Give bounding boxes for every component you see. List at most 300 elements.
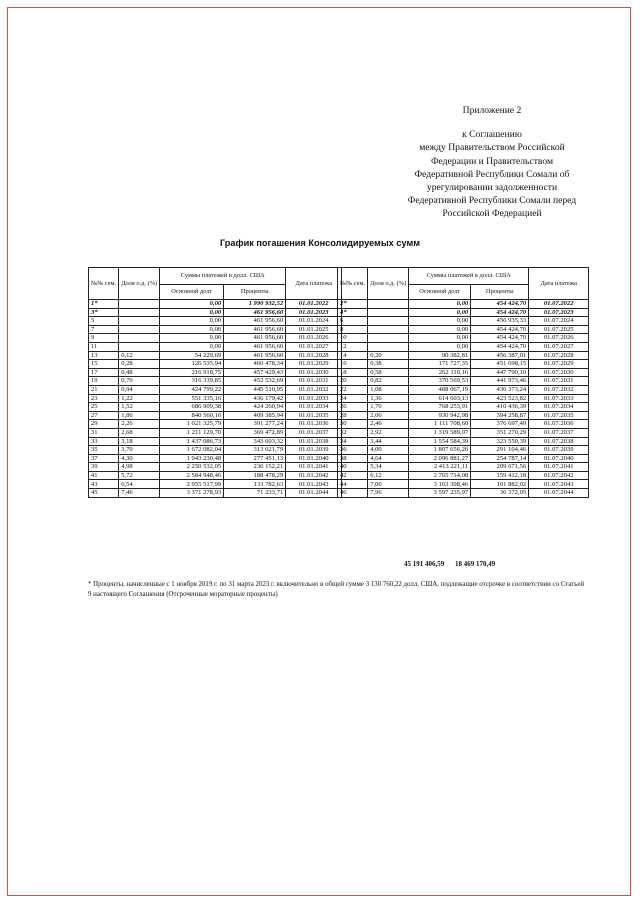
cell-share: 1,52 (119, 403, 160, 412)
cell-sem: 4* (338, 308, 368, 317)
cell-sem: 17 (89, 368, 119, 377)
cell-interest: 424 260,94 (224, 403, 286, 412)
cell-date: 01.07.2035 (529, 411, 589, 420)
cell-date: 01.07.2044 (529, 489, 589, 498)
cell-interest: 441 973,46 (471, 377, 529, 386)
cell-date: 01.07.2024 (529, 317, 589, 326)
table-row (89, 428, 342, 437)
cell-share (119, 317, 160, 326)
header-principal: Основной долг (160, 285, 224, 300)
table-row (338, 317, 589, 326)
cell-principal: 1 211 129,70 (160, 428, 224, 437)
cell-sem: 43 (89, 480, 119, 489)
header-sem: №№ сем. (338, 268, 368, 300)
cell-share: 7,96 (368, 489, 409, 498)
cell-principal: 0,00 (160, 334, 224, 343)
cell-interest: 454 424,70 (471, 300, 529, 309)
total-interest: 18 469 170,49 (455, 560, 496, 568)
cell-interest: 452 532,69 (224, 377, 286, 386)
cell-date: 01.01.2022 (286, 300, 342, 309)
cell-interest: 277 451,13 (224, 454, 286, 463)
table-row (89, 342, 342, 351)
annex-header (392, 104, 592, 221)
cell-principal: 1 319 589,07 (409, 428, 471, 437)
cell-sem: 16 (338, 360, 368, 369)
cell-principal: 488 067,19 (409, 385, 471, 394)
table-row (338, 308, 589, 317)
cell-share (368, 300, 409, 309)
cell-sem: 44 (338, 480, 368, 489)
cell-sem: 46 (338, 489, 368, 498)
cell-sem: 39 (89, 463, 119, 472)
header-date: Дата платежа (286, 268, 342, 300)
table-row (338, 342, 589, 351)
cell-share: 1,22 (119, 394, 160, 403)
table-row (338, 428, 589, 437)
table-row (89, 446, 342, 455)
cell-principal: 1 437 086,73 (160, 437, 224, 446)
cell-share: 1,36 (368, 394, 409, 403)
cell-principal: 1 672 082,04 (160, 446, 224, 455)
cell-principal: 551 335,16 (160, 394, 224, 403)
annex-line: урегулировании задолженности (426, 182, 558, 194)
cell-sem: 15 (89, 360, 119, 369)
cell-sem: 1* (89, 300, 119, 309)
cell-share: 6,12 (368, 471, 409, 480)
cell-date: 01.01.2028 (286, 351, 342, 360)
table-row (338, 446, 589, 455)
cell-date: 01.07.2023 (529, 308, 589, 317)
table-row (89, 385, 342, 394)
cell-share: 2,26 (119, 420, 160, 429)
totals (404, 560, 495, 568)
cell-share: 0,70 (119, 377, 160, 386)
header-sums: Суммы платежей в долл. США (160, 268, 286, 285)
cell-sem: 40 (338, 463, 368, 472)
annex-line: Федеративной Республики Сомали об (414, 168, 570, 180)
cell-sem: 32 (338, 428, 368, 437)
cell-interest: 456 935,33 (471, 317, 529, 326)
cell-interest: 461 956,60 (224, 334, 286, 343)
cell-sem: 36 (338, 446, 368, 455)
cell-date: 01.01.2040 (286, 454, 342, 463)
cell-sem: 30 (338, 420, 368, 429)
cell-sem: 33 (89, 437, 119, 446)
schedule-body-january (89, 300, 342, 498)
cell-sem: 10 (338, 334, 368, 343)
table-row (89, 334, 342, 343)
cell-sem: 24 (338, 394, 368, 403)
cell-share: 4,30 (119, 454, 160, 463)
cell-share (119, 342, 160, 351)
cell-principal: 2 584 948,46 (160, 471, 224, 480)
schedule-body-july (338, 300, 589, 498)
cell-date: 01.07.2043 (529, 480, 589, 489)
cell-share: 7,46 (119, 489, 160, 498)
cell-date: 01.01.2036 (286, 420, 342, 429)
cell-interest: 71 233,71 (224, 489, 286, 498)
cell-date: 01.01.2023 (286, 308, 342, 317)
cell-date: 01.01.2025 (286, 325, 342, 334)
table-row (338, 471, 589, 480)
cell-principal: 2 413 221,11 (409, 463, 471, 472)
cell-sem: 28 (338, 411, 368, 420)
cell-sem: 2* (338, 300, 368, 309)
header-sums: Суммы платежей в долл. США (409, 268, 529, 285)
cell-interest: 410 436,39 (471, 403, 529, 412)
cell-interest: 394 258,87 (471, 411, 529, 420)
header-share: Доля о.д. (%) (119, 268, 160, 300)
cell-principal: 0,00 (409, 308, 471, 317)
cell-share (119, 334, 160, 343)
cell-principal: 2 765 714,08 (409, 471, 471, 480)
table-row (89, 368, 342, 377)
cell-date: 01.07.2032 (529, 385, 589, 394)
cell-share (368, 317, 409, 326)
cell-interest: 445 510,95 (224, 385, 286, 394)
cell-principal: 0,00 (409, 317, 471, 326)
cell-interest: 456 387,01 (471, 351, 529, 360)
header-principal: Основной долг (409, 285, 471, 300)
cell-sem: 13 (89, 351, 119, 360)
cell-principal: 686 909,38 (160, 403, 224, 412)
cell-principal: 2 955 517,99 (160, 480, 224, 489)
cell-sem: 27 (89, 411, 119, 420)
cell-principal: 3 597 235,97 (409, 489, 471, 498)
cell-date: 01.01.2029 (286, 360, 342, 369)
table-row (338, 377, 589, 386)
cell-principal: 0,00 (160, 342, 224, 351)
cell-date: 01.01.2041 (286, 463, 342, 472)
header-share: Доля о.д. (%) (368, 268, 409, 300)
table-row (89, 394, 342, 403)
cell-principal: 2 250 532,05 (160, 463, 224, 472)
cell-principal: 0,00 (160, 308, 224, 317)
table-row (338, 368, 589, 377)
annex-line: Российской Федерацией (442, 208, 542, 220)
table-row (338, 454, 589, 463)
cell-sem: 11 (89, 342, 119, 351)
cell-date: 01.07.2026 (529, 334, 589, 343)
cell-sem: 6 (338, 317, 368, 326)
cell-share: 2,06 (368, 411, 409, 420)
cell-date: 01.01.2031 (286, 377, 342, 386)
cell-interest: 461 956,60 (224, 317, 286, 326)
cell-date: 01.07.2028 (529, 351, 589, 360)
table-row (89, 317, 342, 326)
cell-principal: 316 339,85 (160, 377, 224, 386)
cell-interest: 254 787,14 (471, 454, 529, 463)
cell-share: 5,72 (119, 471, 160, 480)
table-row (89, 360, 342, 369)
table-row (89, 420, 342, 429)
cell-principal: 90 382,81 (409, 351, 471, 360)
cell-principal: 126 535,94 (160, 360, 224, 369)
cell-principal: 1 807 656,26 (409, 446, 471, 455)
cell-principal: 262 110,16 (409, 368, 471, 377)
cell-interest: 454 424,70 (471, 342, 529, 351)
cell-date: 01.07.2042 (529, 471, 589, 480)
cell-interest: 369 472,89 (224, 428, 286, 437)
cell-share: 4,00 (368, 446, 409, 455)
annex-title: Приложение 2 (462, 105, 522, 116)
schedule-heading: График погашения Консолидируемых сумм (219, 238, 421, 248)
cell-principal: 0,00 (409, 342, 471, 351)
cell-date: 01.07.2031 (529, 377, 589, 386)
cell-sem: 14 (338, 351, 368, 360)
cell-interest: 454 424,70 (471, 334, 529, 343)
cell-share: 0,28 (119, 360, 160, 369)
cell-date: 01.07.2039 (529, 446, 589, 455)
cell-interest: 159 412,18 (471, 471, 529, 480)
cell-principal: 768 253,91 (409, 403, 471, 412)
cell-date: 01.01.2024 (286, 317, 342, 326)
cell-share: 3,44 (368, 437, 409, 446)
cell-interest: 461 956,60 (224, 351, 286, 360)
cell-interest: 313 021,79 (224, 446, 286, 455)
total-principal: 45 191 406,59 (404, 560, 445, 568)
table-row (338, 325, 589, 334)
cell-interest: 188 478,29 (224, 471, 286, 480)
cell-date: 01.01.2044 (286, 489, 342, 498)
cell-principal: 0,00 (160, 317, 224, 326)
cell-sem: 31 (89, 428, 119, 437)
cell-date: 01.07.2030 (529, 368, 589, 377)
cell-principal: 614 603,13 (409, 394, 471, 403)
table-row (89, 463, 342, 472)
table-row (338, 463, 589, 472)
cell-date: 01.01.2038 (286, 437, 342, 446)
cell-sem: 9 (89, 334, 119, 343)
cell-principal: 54 229,69 (160, 351, 224, 360)
cell-sem: 21 (89, 385, 119, 394)
cell-sem: 42 (338, 471, 368, 480)
cell-interest: 36 372,05 (471, 489, 529, 498)
cell-sem: 20 (338, 377, 368, 386)
cell-date: 01.01.2033 (286, 394, 342, 403)
cell-share: 0,38 (368, 360, 409, 369)
table-row (338, 480, 589, 489)
cell-sem: 25 (89, 403, 119, 412)
cell-share: 1,86 (119, 411, 160, 420)
cell-interest: 323 550,39 (471, 437, 529, 446)
cell-share: 1,08 (368, 385, 409, 394)
cell-share (119, 325, 160, 334)
header-date: Дата платежа (529, 268, 589, 300)
cell-interest: 454 424,70 (471, 308, 529, 317)
cell-principal: 1 021 325,79 (160, 420, 224, 429)
cell-sem: 45 (89, 489, 119, 498)
cell-share: 7,00 (368, 480, 409, 489)
header-interest: Проценты (224, 285, 286, 300)
cell-share: 0,94 (119, 385, 160, 394)
cell-principal: 0,00 (160, 300, 224, 309)
cell-principal: 216 918,75 (160, 368, 224, 377)
cell-sem: 22 (338, 385, 368, 394)
cell-principal: 0,00 (409, 300, 471, 309)
cell-date: 01.01.2026 (286, 334, 342, 343)
cell-sem: 37 (89, 454, 119, 463)
cell-share: 2,92 (368, 428, 409, 437)
header-interest: Проценты (471, 285, 529, 300)
cell-date: 01.01.2030 (286, 368, 342, 377)
cell-sem: 38 (338, 454, 368, 463)
cell-share: 2,68 (119, 428, 160, 437)
cell-interest: 343 603,32 (224, 437, 286, 446)
cell-interest: 461 956,60 (224, 342, 286, 351)
cell-share (368, 334, 409, 343)
annex-line: между Правительством Российской (419, 142, 565, 154)
annex-line: Федерации и Правительством (430, 155, 554, 167)
cell-interest: 447 790,10 (471, 368, 529, 377)
table-row (89, 403, 342, 412)
table-row (89, 437, 342, 446)
table-row (338, 411, 589, 420)
cell-sem: 8 (338, 325, 368, 334)
cell-share: 0,82 (368, 377, 409, 386)
table-row (338, 394, 589, 403)
cell-date: 01.07.2041 (529, 463, 589, 472)
cell-sem: 41 (89, 471, 119, 480)
cell-date: 01.01.2035 (286, 411, 342, 420)
cell-interest: 1 990 932,52 (224, 300, 286, 309)
cell-share: 3,70 (119, 446, 160, 455)
cell-interest: 461 956,60 (224, 308, 286, 317)
annex-line: Федеративной Республики Сомали перед (407, 195, 577, 207)
cell-sem: 5 (89, 317, 119, 326)
schedule-table-january (88, 267, 342, 498)
annex-line: к Соглашению (462, 129, 522, 141)
cell-interest: 436 179,42 (224, 394, 286, 403)
cell-share (368, 342, 409, 351)
table-row (338, 334, 589, 343)
cell-date: 01.01.2043 (286, 480, 342, 489)
table-row (89, 377, 342, 386)
cell-share: 0,12 (119, 351, 160, 360)
cell-sem: 18 (338, 368, 368, 377)
cell-share: 0,48 (119, 368, 160, 377)
cell-principal: 0,00 (160, 325, 224, 334)
table-row (89, 351, 342, 360)
cell-date: 01.07.2038 (529, 437, 589, 446)
cell-date: 01.07.2027 (529, 342, 589, 351)
cell-interest: 436 373,24 (471, 385, 529, 394)
cell-interest: 423 523,82 (471, 394, 529, 403)
cell-date: 01.01.2037 (286, 428, 342, 437)
cell-date: 01.07.2025 (529, 325, 589, 334)
cell-date: 01.01.2034 (286, 403, 342, 412)
cell-sem: 35 (89, 446, 119, 455)
cell-principal: 424 799,22 (160, 385, 224, 394)
cell-interest: 236 152,21 (224, 463, 286, 472)
cell-principal: 3 371 278,93 (160, 489, 224, 498)
cell-principal: 930 942,98 (409, 411, 471, 420)
cell-principal: 1 554 584,39 (409, 437, 471, 446)
cell-date: 01.01.2039 (286, 446, 342, 455)
cell-principal: 171 727,35 (409, 360, 471, 369)
cell-date: 01.01.2042 (286, 471, 342, 480)
cell-interest: 376 697,49 (471, 420, 529, 429)
cell-interest: 461 956,60 (224, 325, 286, 334)
footnote: * Проценты, начисленные с 1 ноября 2019 г. по 31 марта 2023 г. включительно в общей сумме 3 130 760,22 долл. США, подлежащие отсрочке в соответствии со Статьей 9 настоящего Соглашения (Отсроченные мораторные проценты) (88, 581, 585, 598)
table-row (89, 480, 342, 489)
cell-sem: 26 (338, 403, 368, 412)
cell-interest: 460 478,34 (224, 360, 286, 369)
table-row (89, 411, 342, 420)
cell-interest: 101 882,02 (471, 480, 529, 489)
cell-principal: 370 569,53 (409, 377, 471, 386)
cell-sem: 29 (89, 420, 119, 429)
cell-share (119, 308, 160, 317)
cell-interest: 451 698,15 (471, 360, 529, 369)
cell-interest: 391 277,24 (224, 420, 286, 429)
cell-principal: 840 560,16 (160, 411, 224, 420)
cell-principal: 0,00 (409, 334, 471, 343)
cell-date: 01.07.2037 (529, 428, 589, 437)
cell-share: 1,70 (368, 403, 409, 412)
table-row (338, 300, 589, 309)
table-row (338, 360, 589, 369)
cell-principal: 3 163 398,46 (409, 480, 471, 489)
cell-sem: 7 (89, 325, 119, 334)
cell-date: 01.07.2036 (529, 420, 589, 429)
cell-interest: 457 429,43 (224, 368, 286, 377)
cell-principal: 1 111 708,60 (409, 420, 471, 429)
cell-interest: 133 782,63 (224, 480, 286, 489)
cell-share: 3,18 (119, 437, 160, 446)
cell-share: 6,54 (119, 480, 160, 489)
cell-sem: 12 (338, 342, 368, 351)
table-row (89, 454, 342, 463)
cell-interest: 409 385,94 (224, 411, 286, 420)
cell-principal: 2 096 881,27 (409, 454, 471, 463)
cell-share: 0,58 (368, 368, 409, 377)
table-row (89, 300, 342, 309)
table-row (338, 489, 589, 498)
cell-sem: 23 (89, 394, 119, 403)
cell-date: 01.07.2040 (529, 454, 589, 463)
cell-share: 4,64 (368, 454, 409, 463)
table-row (338, 351, 589, 360)
cell-share (119, 300, 160, 309)
cell-sem: 34 (338, 437, 368, 446)
cell-interest: 454 424,70 (471, 325, 529, 334)
table-row (89, 471, 342, 480)
table-row (89, 325, 342, 334)
table-row (338, 403, 589, 412)
cell-date: 01.07.2022 (529, 300, 589, 309)
cell-share: 0,20 (368, 351, 409, 360)
table-row (338, 420, 589, 429)
cell-interest: 351 270,29 (471, 428, 529, 437)
cell-share (368, 325, 409, 334)
cell-date: 01.07.2034 (529, 403, 589, 412)
table-row (338, 385, 589, 394)
cell-share: 2,46 (368, 420, 409, 429)
cell-interest: 209 671,56 (471, 463, 529, 472)
cell-principal: 0,00 (409, 325, 471, 334)
cell-interest: 291 104,46 (471, 446, 529, 455)
cell-share (368, 308, 409, 317)
cell-sem: 19 (89, 377, 119, 386)
table-row (338, 437, 589, 446)
header-sem: №№ сем. (89, 268, 119, 300)
cell-date: 01.07.2033 (529, 394, 589, 403)
cell-date: 01.07.2029 (529, 360, 589, 369)
cell-date: 01.01.2027 (286, 342, 342, 351)
cell-date: 01.01.2032 (286, 385, 342, 394)
table-row (89, 489, 342, 498)
